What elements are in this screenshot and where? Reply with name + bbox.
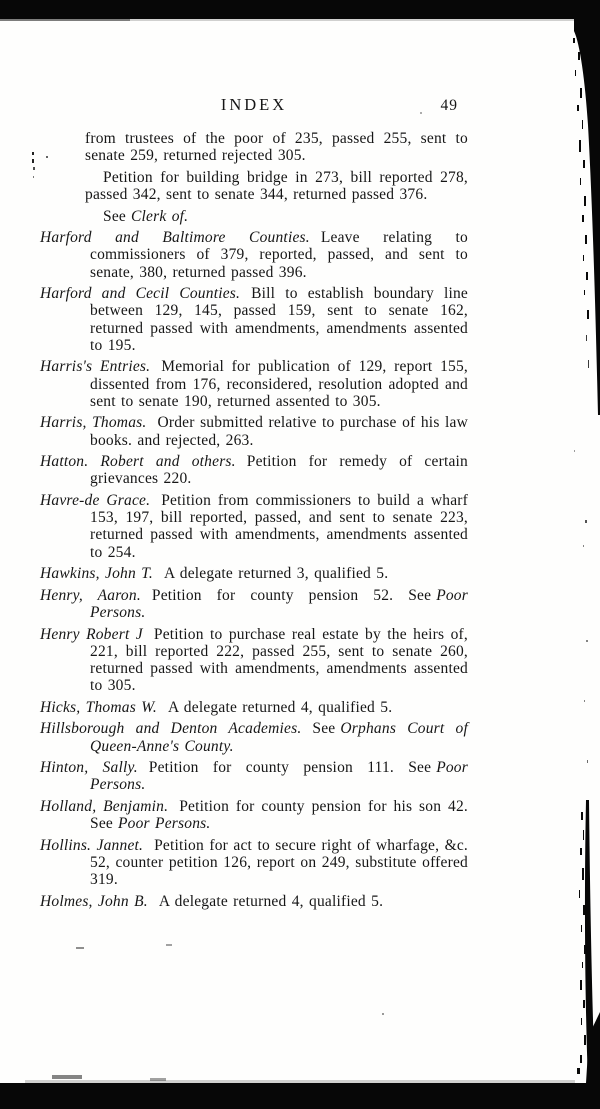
index-entry	[40, 453, 468, 487]
page-number: 49	[440, 97, 458, 114]
index-entries	[40, 130, 468, 910]
entry-text: Petition for act to secure right of wharfage, &c. 52, counter petition 126, report on 249, substitute offered 319.	[90, 836, 468, 889]
entry-headword: Hatton. Robert and others.	[40, 453, 236, 471]
scan-bottom-band	[0, 1083, 600, 1109]
entry-text: Leave relating to commissioners of 379, reported, passed, and sent to senate, 380, returned passed 396.	[90, 229, 468, 281]
binding-speckle-bottom	[577, 812, 586, 1074]
entry-text: See	[103, 207, 126, 225]
index-entry	[40, 626, 468, 695]
entry-text: Petition for county pension 111. See	[148, 759, 432, 777]
entry-headword: Harris's Entries.	[40, 358, 151, 376]
entry-text: from trustees of the poor of 235, passed 255, sent to senate 259, returned rejected 305.	[85, 130, 468, 165]
cross-reference: Orphans Court of Queen-Anne's County.	[90, 720, 469, 755]
entry-headword: Holland, Benjamin.	[40, 797, 169, 815]
scan-top-band	[0, 0, 600, 19]
index-entry	[40, 798, 468, 832]
index-entry	[40, 565, 468, 582]
entry-text: Order submitted relative to purchase of his law books. and rejected, 263.	[90, 414, 468, 449]
top-band-ragged-edge	[0, 19, 600, 21]
index-entry	[103, 208, 468, 225]
entry-text: See	[312, 720, 336, 738]
entry-text: A delegate returned 4, qualified 5.	[158, 892, 384, 910]
index-entry	[40, 837, 468, 889]
index-entry	[40, 893, 468, 910]
index-entry	[85, 169, 468, 203]
page-title: INDEX	[220, 95, 288, 114]
index-entry	[40, 699, 468, 716]
entry-text: Bill to establish boundary line between 129, 145, passed 159, sent to senate 162, returned passed with amendments, amendments assented to 195.	[90, 285, 469, 354]
index-entry	[40, 229, 468, 281]
entry-text: Petition for remedy of certain grievances 220.	[90, 453, 468, 488]
binding-corner-wedge	[586, 1012, 600, 1083]
entry-headword: Henry, Aaron.	[40, 586, 141, 604]
cross-reference: Poor Persons.	[90, 759, 468, 794]
entry-text: Petition from commissioners to build a wharf 153, 197, bill reported, passed, and sent to senate 223, returned passed with amendments, amendments assented to 254.	[90, 491, 468, 561]
entry-headword: Hicks, Thomas W.	[40, 698, 157, 716]
top-band-smudge	[0, 19, 130, 21]
index-entry	[40, 358, 468, 410]
bottom-band-smudge	[52, 1075, 82, 1079]
entry-headword: Havre-de Grace.	[40, 491, 151, 509]
entry-text: Memorial for publication of 129, report 155, dissented from 176, reconsidered, resolution adopted and sent to senate 190, returned assented to 305.	[90, 358, 468, 410]
index-entry	[40, 414, 468, 448]
bottom-band-smudge	[150, 1078, 166, 1081]
entry-text: A delegate returned 3, qualified 5.	[163, 565, 389, 583]
entry-headword: Hollins. Jannet.	[40, 836, 144, 854]
entry-text: Petition to purchase real estate by the heirs of, 221, bill reported 222, passed 255, sent to senate 260, returned passed with amendments, amendments assented to 305.	[90, 625, 468, 695]
entry-text: Petition for county pension for his son 42. See	[90, 797, 468, 833]
entry-headword: Hillsborough and Denton Academies.	[40, 720, 302, 738]
binding-edge-top	[574, 19, 600, 415]
binding-speckle-top	[573, 38, 589, 368]
entry-headword: Hawkins, John T.	[40, 565, 153, 583]
cross-reference: Clerk of.	[130, 207, 189, 225]
entry-headword: Hinton, Sally.	[40, 759, 138, 777]
index-entry	[40, 492, 468, 561]
entry-text: Petition for county pension 52. See	[151, 586, 432, 604]
index-entry	[40, 587, 468, 621]
entry-headword: Harford and Baltimore Counties.	[40, 229, 310, 247]
entry-headword: Henry Robert J	[40, 625, 143, 643]
cross-reference: Poor Persons.	[90, 586, 468, 621]
entry-headword: Harris, Thomas.	[40, 414, 147, 432]
index-entry	[40, 720, 468, 754]
index-entry	[40, 285, 468, 354]
binding-edge-bottom	[585, 800, 595, 1083]
binding-speckle-mid	[574, 450, 588, 763]
page-header	[40, 96, 468, 114]
index-entry	[40, 759, 468, 793]
cross-reference: Poor Persons.	[117, 815, 211, 833]
entry-headword: Holmes, John B.	[40, 892, 148, 910]
entry-headword: Harford and Cecil Counties.	[40, 285, 241, 303]
index-entry	[85, 130, 468, 164]
entry-text: A delegate returned 4, qualified 5.	[167, 698, 393, 716]
entry-text: Petition for building bridge in 273, bill reported 278, passed 342, sent to senate 344, returned passed 376.	[85, 168, 468, 203]
page-body	[40, 96, 468, 914]
